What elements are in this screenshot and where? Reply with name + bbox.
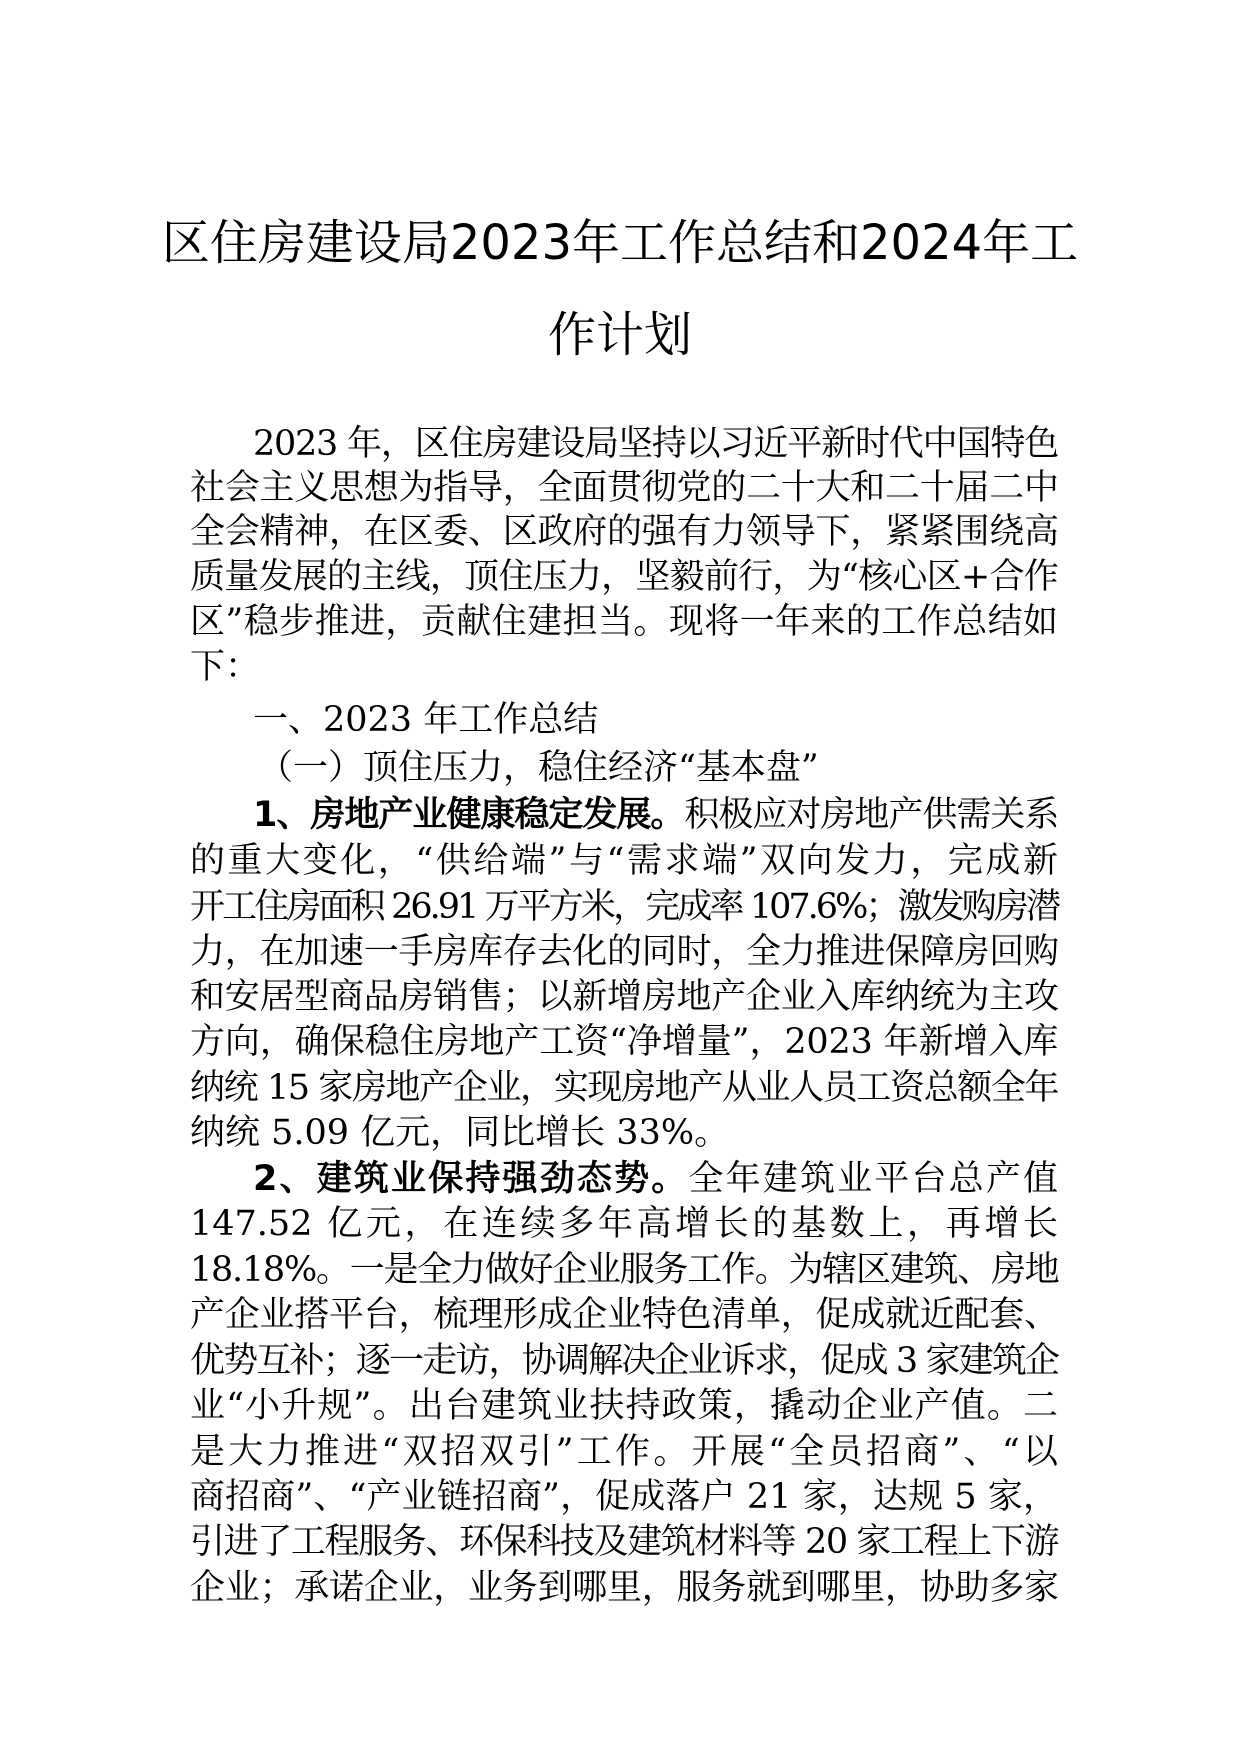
item2-line: 18.18%。一是全力做好企业服务工作。为辖区建筑、房地 xyxy=(190,1250,1059,1290)
item2-line: 引进了工程服务、环保科技及建筑材料等 20 家工程上下游 xyxy=(190,1522,1058,1562)
item2-line: 产企业搭平台，梳理形成企业特色清单，促成就近配套、 xyxy=(190,1295,1059,1335)
intro-line: 2023 年，区住房建设局坚持以习近平新时代中国特色 xyxy=(253,424,1058,464)
section-heading: 一、2023 年工作总结 xyxy=(253,700,599,740)
document-title-line-2: 作计划 xyxy=(547,307,692,363)
item2-heading: 2、建筑业保持强劲态势。 xyxy=(253,1159,689,1199)
item1-first-line xyxy=(253,793,1058,837)
intro-line: 区”稳步推进，贡献住建担当。现将一年来的工作总结如 xyxy=(190,602,1058,642)
intro-line: 全会精神，在区委、区政府的强有力领导下，紧紧围绕高 xyxy=(190,512,1059,552)
item2-text: 全年建筑业平台总产值 xyxy=(688,1159,1058,1199)
item1-text: 积极应对房地产供需关系 xyxy=(684,795,1059,835)
subsection-heading: （一）顶住压力，稳住经济“基本盘” xyxy=(258,748,819,788)
item1-line: 力，在加速一手房库存去化的同时，全力推进保障房回购 xyxy=(190,932,1059,972)
item1-line: 的重大变化，“供给端”与“需求端”双向发力，完成新 xyxy=(190,841,1058,881)
item1-line: 方向，确保稳住房地产工资“净增量”，2023 年新增入库 xyxy=(190,1022,1058,1062)
item2-line: 147.52 亿元，在连续多年高增长的基数上，再增长 xyxy=(190,1204,1058,1244)
intro-line: 质量发展的主线，顶住压力，坚毅前行，为“核心区+合作 xyxy=(190,557,1058,597)
item1-line: 纳统 5.09 亿元，同比增长 33%。 xyxy=(190,1113,730,1153)
item1-line: 开工住房面积 26.91 万平方米，完成率 107.6%；激发购房潜 xyxy=(190,887,1058,927)
intro-line: 社会主义思想为指导，全面贯彻党的二十大和二十届二中 xyxy=(190,468,1059,508)
item2-line: 业“小升规”。出台建筑业扶持政策，撬动企业产值。二 xyxy=(190,1386,1058,1426)
item1-line: 和安居型商品房销售；以新增房地产企业入库纳统为主攻 xyxy=(190,977,1059,1017)
item2-line: 企业；承诺企业，业务到哪里，服务就到哪里，协助多家 xyxy=(190,1568,1059,1608)
item1-line: 纳统 15 家房地产企业，实现房地产从业人员工资总额全年 xyxy=(190,1068,1058,1108)
item2-line: 商招商”、“产业链招商”，促成落户 21 家，达规 5 家， xyxy=(190,1477,1058,1517)
item2-first-line xyxy=(253,1157,1058,1201)
item1-heading: 1、房地产业健康稳定发展。 xyxy=(253,795,685,835)
item2-line: 优势互补；逐一走访，协调解决企业诉求，促成 3 家建筑企 xyxy=(190,1341,1058,1381)
intro-line: 下： xyxy=(190,647,261,687)
document-title-line-1: 区住房建设局2023年工作总结和2024年工 xyxy=(161,215,1079,271)
item2-line: 是大力推进“双招双引”工作。开展“全员招商”、“以 xyxy=(190,1432,1058,1472)
